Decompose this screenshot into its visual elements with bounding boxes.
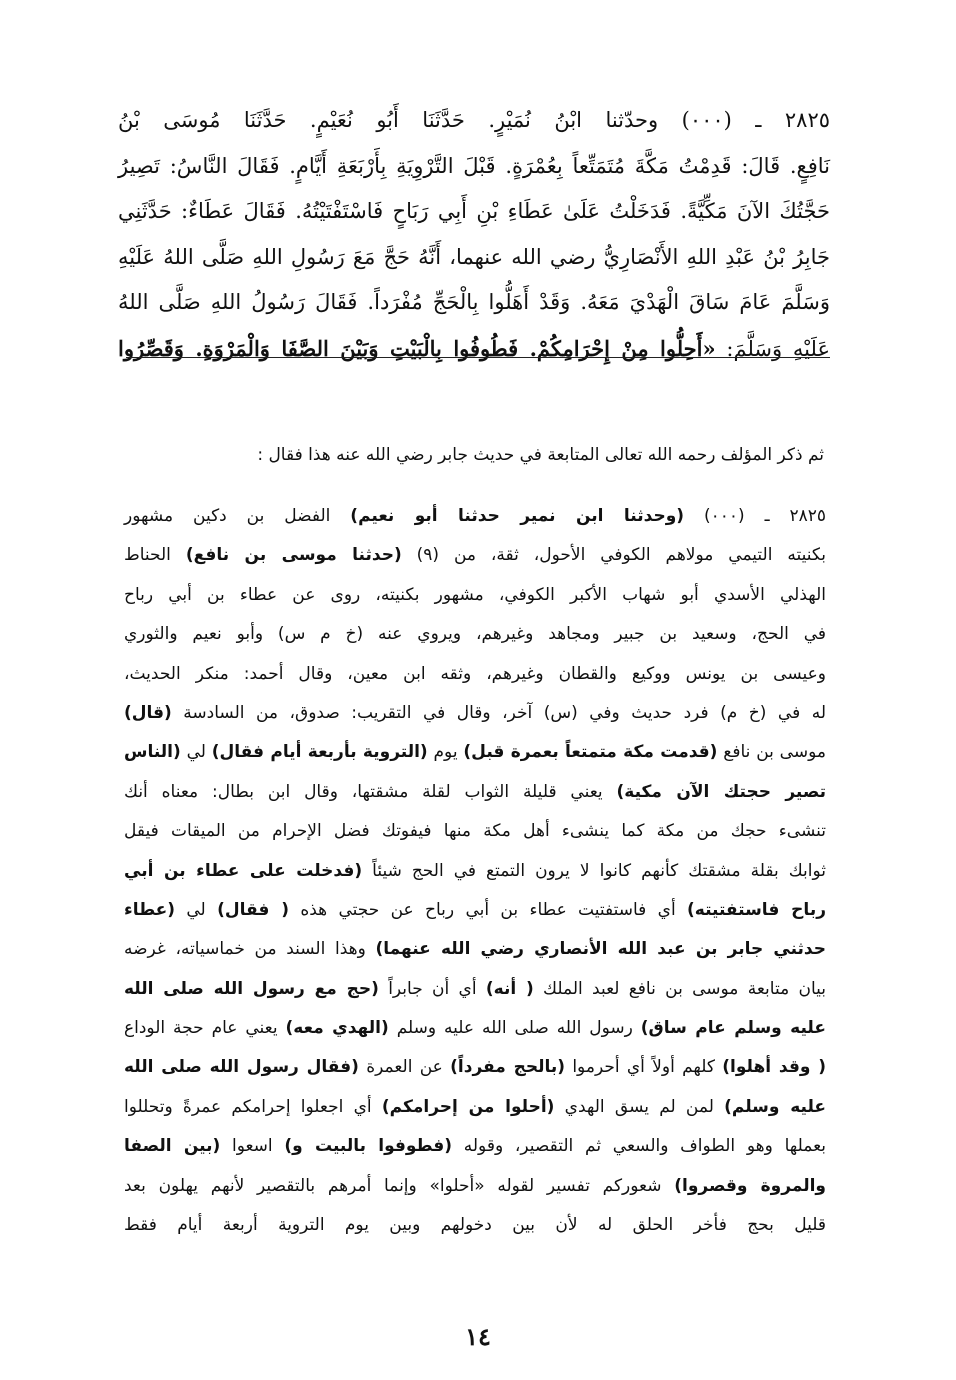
commentary-line <box>124 1088 826 1127</box>
bold-text-segment: (الهدي معه) <box>285 1018 389 1039</box>
bold-text-segment: (فدخلت على عطاء بن أبي <box>124 860 363 881</box>
text-segment: لي <box>180 742 212 763</box>
hadith-line <box>118 326 830 372</box>
commentary-line <box>124 1167 826 1206</box>
text-segment: كلهم أولاً أي أحرموا <box>565 1057 723 1078</box>
commentary-line <box>124 1206 826 1245</box>
text-segment: أي فاستفتيت عطاء بن أبي رباح عن حجتي هذه <box>288 899 688 920</box>
commentary-line <box>124 615 826 654</box>
text-segment: عَلَيْهِ وَسَلَّمَ: <box>715 336 830 361</box>
bold-text-segment: (أحلوا من إحرامكم) <box>381 1096 555 1117</box>
hadith-line <box>118 235 830 281</box>
hadith-line <box>118 98 830 144</box>
bold-text-segment: عليه وسلم عام ساق) <box>640 1018 826 1039</box>
text-segment: يوم <box>427 742 464 763</box>
commentary-intro: ثم ذكر المؤلف رحمه الله تعالى المتابعة في حديث جابر رضي الله عنه هذا فقال : <box>257 445 824 465</box>
hadith-line <box>118 144 830 190</box>
text-segment: شعوركم تفسير لقوله «أحلوا» وإنما أمرهم بالتقصير لأنهم يهلون بعد <box>124 1175 675 1196</box>
commentary-line <box>124 655 826 694</box>
text-segment: وَسَلَّمَ عَامَ سَاقَ الْهَدْيَ مَعَهُ. وَقَدْ أَهَلُّوا بِالْحَجِّ مُفْرَداً. فَقَالَ رَسُولُ اللهِ صَلَّى اللهُ <box>118 290 830 314</box>
bold-text-segment: (قال) <box>124 702 172 723</box>
bold-text-segment: (عطاء <box>124 899 176 920</box>
text-segment: الحناط <box>124 545 186 566</box>
bold-text-segment: (قدمت مكة متمتعاً بعمرة قبل) <box>463 742 718 763</box>
bold-text-segment: ( فقال) <box>217 899 289 920</box>
text-segment: ٢٨٢٥ ـ (٠٠٠) <box>684 506 826 526</box>
text-segment: وهذا السند من خماسياته، غرضه <box>124 939 376 960</box>
commentary-line <box>124 812 826 851</box>
commentary-line <box>124 497 826 536</box>
text-segment: حَجَّتُكَ الآنَ مَكِّيَّةً. فَدَخَلْتُ عَلَىٰ عَطَاءِ بْنِ أَبِي رَبَاحٍ فَاسْتَفْتَيْتُهُ. فَقَالَ عَطَاءٌ: حَدَّثَنِي <box>118 199 830 223</box>
text-segment: قليل بحج فأخر الحلق له لأن بين دخولهم وبين يوم التروية أربعة أيام فقط <box>124 1215 826 1236</box>
bold-text-segment: تصير حجتك الآن مكية) <box>616 781 827 802</box>
text-segment: يعني قليلة الثواب لقلة مشقتها، وقال ابن بطال: معناه أنك <box>124 781 617 802</box>
footnote-separator <box>126 357 830 358</box>
bold-text-segment: (وحدثنا ابن نمير حدثنا أبو نعيم) <box>350 506 685 526</box>
hadith-line <box>118 280 830 326</box>
text-segment: يعني عام حجة الوداع <box>124 1018 286 1039</box>
commentary-block <box>124 497 826 1245</box>
bold-text-segment: ( وقد أهلوا) <box>722 1057 827 1078</box>
text-segment: وعيسى بن يونس ووكيع والقطان وغيرهم، وثقه ابن معين، وقال أحمد: منكر الحديث، <box>124 663 826 684</box>
bold-text-segment: (حج مع رسول الله صلى الله <box>124 978 379 999</box>
commentary-line <box>124 1048 826 1087</box>
text-segment: بيان متابعة موسى بن نافع لعبد الملك <box>533 978 827 999</box>
text-segment: الهذلي الأسدي أبو شهاب الأكبر الكوفي، مشهور بكنيته، روى عن عطاء بن أبي رباح <box>124 584 826 605</box>
commentary-line <box>124 852 826 891</box>
text-segment: لي <box>175 899 218 920</box>
bold-text-segment: (فطوفوا بالبيت و) <box>284 1136 452 1157</box>
bold-text-segment: ( أنه) <box>485 978 534 999</box>
text-segment: موسى بن نافع <box>717 742 826 763</box>
text-segment: ثوابك بقلة مشقتك كأنهم كانوا لا يرون التمتع في الحج شيئاً <box>362 860 827 881</box>
text-segment: له في (خ م) فرد حديث وفي (س) آخر، وقال في التقريب: صدوق، من السادسة <box>171 702 826 723</box>
commentary-line <box>124 733 826 772</box>
text-segment: في الحج، وسعيد بن جبير ومجاهد وغيرهم، ويروي عنه (خ م س) وأبو نعيم والثوري <box>124 624 826 645</box>
bold-text-segment: (فقال رسول الله صلى الله <box>124 1057 359 1078</box>
commentary-line <box>124 970 826 1009</box>
bold-text-segment: (بالحج مفرداً) <box>450 1057 566 1078</box>
commentary-line <box>124 773 826 812</box>
commentary-line <box>124 930 826 969</box>
text-segment: اسعوا <box>220 1136 285 1157</box>
text-segment: لمن لم يسق الهدي <box>554 1096 725 1117</box>
bold-text-segment: (التروية بأربعة أيام فقال) <box>211 742 428 763</box>
commentary-line <box>124 576 826 615</box>
text-segment: عن العمرة <box>358 1057 451 1078</box>
bold-text-segment: حدثني جابر بن عبد الله الأنصاري رضي الله عنهما) <box>375 939 827 960</box>
page-number: ١٤ <box>465 1322 491 1351</box>
text-segment: بعملها وهو الطواف والسعي ثم التقصير، وقوله <box>452 1136 827 1157</box>
commentary-line <box>124 1009 826 1048</box>
text-segment: ٢٨٢٥ ـ (٠٠٠) وحدّثنا ابْنُ نُمَيْرٍ. حَدَّثَنَا أَبُو نُعَيْمٍ. حَدَّثَنَا مُوسَى بْنُ <box>118 108 831 132</box>
hadith-text-block <box>118 98 830 371</box>
text-segment: أي أن جابراً <box>378 978 486 999</box>
bold-text-segment: (حدثنا موسى بن نافع) <box>185 545 402 566</box>
bold-text-segment: رباح فاستفتيته) <box>687 899 826 920</box>
bold-text-segment: (الناس <box>124 742 181 763</box>
commentary-line <box>124 694 826 733</box>
text-segment: نَافِعٍ. قَالَ: قَدِمْتُ مَكَّةَ مُتَمَتِّعاً بِعُمْرَةٍ. قَبْلَ التَّرْوِيَةِ بِأَرْبَعَةِ أَيَّامٍ. فَقَالَ النَّاسُ: تَصِيرُ <box>118 153 830 178</box>
bold-text-segment: (بين الصفا <box>124 1136 221 1157</box>
commentary-line <box>124 891 826 930</box>
text-segment: تنشىء حجك من مكة كما ينشىء أهل مكة منها فيفوتك فضل الإحرام من الميقات فيقل <box>124 821 826 842</box>
hadith-line <box>118 189 830 235</box>
commentary-line <box>124 536 826 575</box>
text-segment: بكنيته التيمي مولاهم الكوفي الأحول، ثقة، من (٩) <box>401 545 826 566</box>
bold-text-segment: عليه وسلم) <box>724 1096 826 1117</box>
bold-text-segment: «أَحِلُّوا مِنْ إِحْرَامِكُمْ. فَطُوفُوا بِالْبَيْتِ وَبَيْنَ الصَّفَا وَالْمَرْوَةِ. وَقَصِّرُوا <box>118 335 716 361</box>
commentary-line <box>124 1127 826 1166</box>
text-segment: رسول الله صلى الله عليه وسلم <box>388 1018 641 1039</box>
bold-text-segment: والمروة وقصروا) <box>674 1175 826 1196</box>
text-segment: جَابِرُ بْنُ عَبْدِ اللهِ الأَنْصَارِيُّ رضي الله عنهما، أَنَّهُ حَجَّ مَعَ رَسُولِ اللهِ صَلَّى اللهُ عَلَيْهِ <box>118 244 830 269</box>
text-segment: الفضل بن دكين مشهور <box>124 506 351 526</box>
text-segment: أي اجعلوا إحرامكم عمرةً وتحللوا <box>124 1096 382 1117</box>
